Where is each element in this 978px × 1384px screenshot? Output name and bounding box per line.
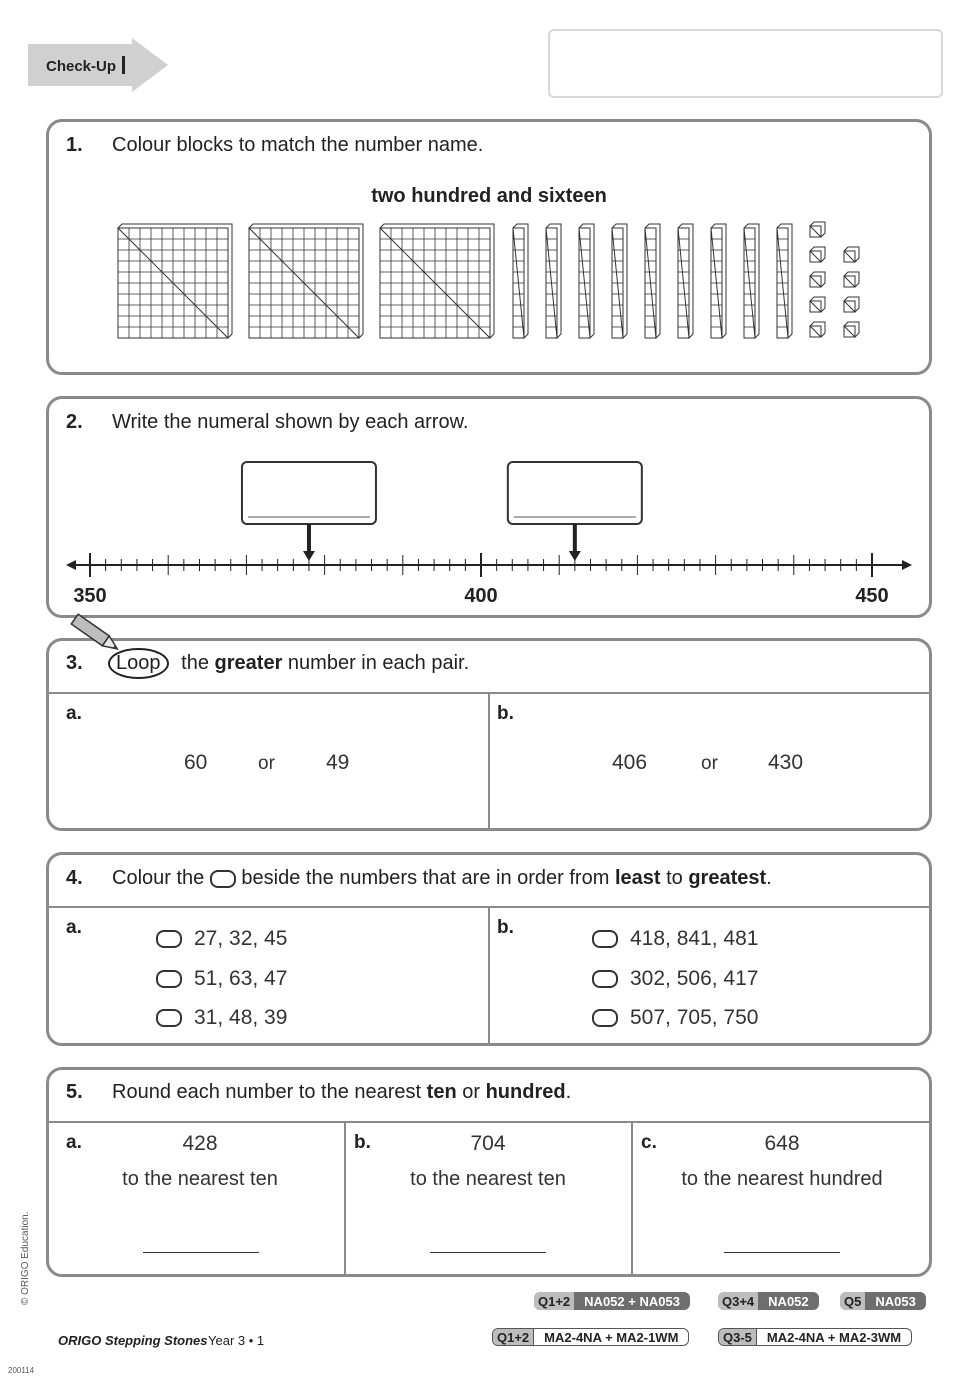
check-up-label: Check-Up	[46, 56, 125, 75]
one-cube-block[interactable]	[844, 247, 859, 262]
q5c-answer-line[interactable]	[724, 1252, 840, 1253]
number-line-label: 400	[464, 585, 498, 607]
question-3-instruction: Loop the greater number in each pair.	[112, 652, 469, 675]
q3a-left-number[interactable]: 60	[184, 751, 208, 774]
oval-bubble-icon[interactable]	[156, 930, 182, 948]
pencil-icon	[66, 612, 126, 657]
syllabus-code-2: Q3-5 MA2-4NA + MA2-3WM	[718, 1328, 912, 1346]
ten-rod-block[interactable]	[579, 224, 594, 338]
base-ten-blocks[interactable]	[110, 218, 870, 348]
copyright: © ORIGO Education.	[20, 1211, 31, 1305]
q3b-or: or	[701, 753, 718, 774]
q4a-option-3[interactable]: 31, 48, 39	[156, 1006, 287, 1030]
number-name: two hundred and sixteen	[371, 185, 607, 207]
ten-rod-block[interactable]	[777, 224, 792, 338]
question-2-instruction: Write the numeral shown by each arrow.	[112, 411, 469, 433]
right-arrowhead-icon	[902, 560, 912, 570]
number-line-label: 350	[73, 585, 107, 607]
book-title: ORIGO Stepping Stones	[58, 1333, 208, 1348]
one-cube-block[interactable]	[844, 272, 859, 287]
ten-rod-block[interactable]	[546, 224, 561, 338]
oval-bubble-icon[interactable]	[592, 1009, 618, 1027]
answer-box[interactable]	[242, 462, 376, 524]
ten-rod-block[interactable]	[645, 224, 660, 338]
oval-bubble-icon[interactable]	[156, 970, 182, 988]
hundred-flat-block[interactable]	[249, 224, 363, 338]
q4a-option-2[interactable]: 51, 63, 47	[156, 967, 287, 991]
one-cube-block[interactable]	[810, 272, 825, 287]
page-code: 200114	[8, 1366, 35, 1375]
syllabus-code-1: Q1+2 MA2-4NA + MA2-1WM	[492, 1328, 689, 1346]
question-5-number: 5.	[66, 1081, 83, 1103]
oval-bubble-icon[interactable]	[156, 1009, 182, 1027]
one-cube-block[interactable]	[810, 322, 825, 337]
q5b-value: 704	[470, 1132, 506, 1155]
question-4-number: 4.	[66, 867, 83, 889]
number-line	[60, 455, 920, 610]
pointer-arrow-icon	[303, 551, 315, 561]
q5b-answer-line[interactable]	[430, 1252, 546, 1253]
curriculum-code-2: Q3+4 NA052	[718, 1292, 819, 1310]
student-name-box[interactable]	[548, 29, 943, 98]
question-5-instruction: Round each number to the nearest ten or hundred.	[112, 1081, 572, 1103]
q4b-option-1[interactable]: 418, 841, 481	[592, 927, 758, 951]
q5a-label: a.	[66, 1132, 82, 1153]
one-cube-block[interactable]	[810, 297, 825, 312]
one-cube-block[interactable]	[844, 322, 859, 337]
q5a-value: 428	[182, 1132, 218, 1155]
q4a-option-1[interactable]: 27, 32, 45	[156, 927, 287, 951]
q4b-option-3[interactable]: 507, 705, 750	[592, 1006, 758, 1030]
q3a-label: a.	[66, 703, 82, 724]
q3a-or: or	[258, 753, 275, 774]
oval-bubble-icon[interactable]	[592, 930, 618, 948]
ten-rod-block[interactable]	[513, 224, 528, 338]
q3b-right-number[interactable]: 430	[768, 751, 804, 774]
q5b-label: b.	[354, 1132, 371, 1153]
q5c-value: 648	[764, 1132, 800, 1155]
number-line-label: 450	[855, 585, 889, 607]
q3a-right-number[interactable]: 49	[326, 751, 350, 774]
q5a-text: to the nearest ten	[122, 1168, 278, 1190]
question-3-number: 3.	[66, 652, 83, 674]
left-arrowhead-icon	[66, 560, 76, 570]
q4b-label: b.	[497, 917, 514, 938]
ten-rod-block[interactable]	[678, 224, 693, 338]
question-1-instruction: Colour blocks to match the number name.	[112, 134, 484, 156]
hundred-flat-block[interactable]	[118, 224, 232, 338]
one-cube-block[interactable]	[810, 222, 825, 237]
ten-rod-block[interactable]	[612, 224, 627, 338]
q4b-option-2[interactable]: 302, 506, 417	[592, 967, 758, 991]
hundred-flat-block[interactable]	[380, 224, 494, 338]
pointer-arrow-icon	[569, 551, 581, 561]
question-4-instruction: Colour the beside the numbers that are in order from least to greatest.	[112, 867, 772, 889]
curriculum-code-1: Q1+2 NA052 + NA053	[534, 1292, 690, 1310]
question-1-number: 1.	[66, 134, 83, 156]
q5b-text: to the nearest ten	[410, 1168, 566, 1190]
q3b-label: b.	[497, 703, 514, 724]
curriculum-code-3: Q5 NA053	[840, 1292, 926, 1310]
oval-bubble-icon[interactable]	[592, 970, 618, 988]
one-cube-block[interactable]	[844, 297, 859, 312]
year-label: Year 3 • 1	[208, 1333, 265, 1348]
answer-box[interactable]	[508, 462, 642, 524]
q5c-label: c.	[641, 1132, 657, 1153]
q5c-text: to the nearest hundred	[681, 1168, 883, 1190]
ten-rod-block[interactable]	[711, 224, 726, 338]
loop-word: Loop	[108, 648, 169, 679]
oval-icon	[210, 870, 236, 888]
ten-rod-block[interactable]	[744, 224, 759, 338]
question-2-number: 2.	[66, 411, 83, 433]
q4a-label: a.	[66, 917, 82, 938]
one-cube-block[interactable]	[810, 247, 825, 262]
q3b-left-number[interactable]: 406	[612, 751, 648, 774]
q5a-answer-line[interactable]	[143, 1252, 259, 1253]
